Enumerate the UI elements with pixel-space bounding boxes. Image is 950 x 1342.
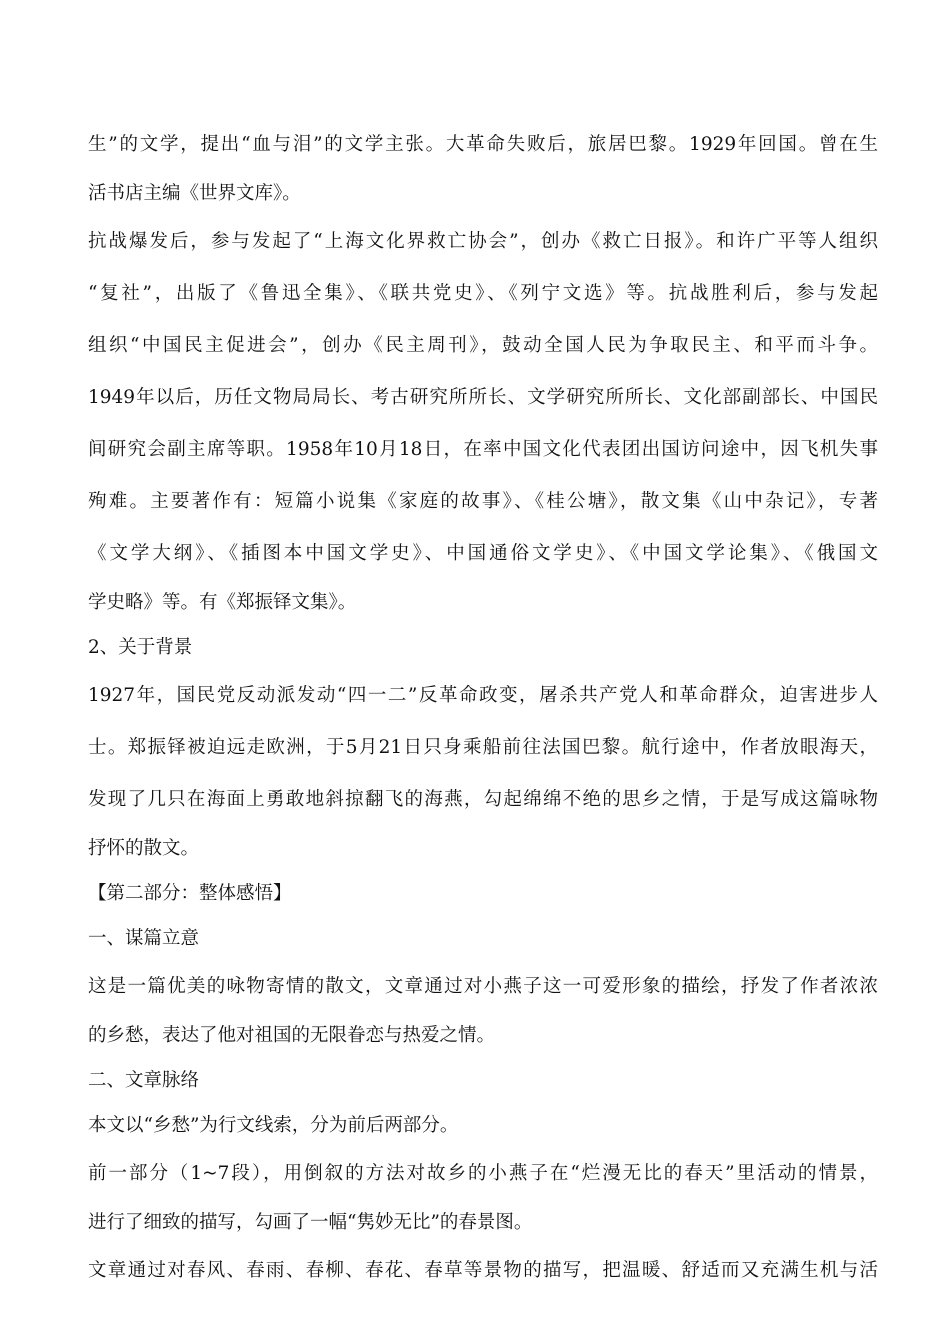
text-line: 间研究会副主席等职。1958年10月18日，在率中国文化代表团出国访问途中，因飞机失事	[88, 439, 878, 460]
part-heading: 【第二部分：整体感悟】	[88, 883, 292, 904]
text-line: 的乡愁，表达了他对祖国的无限眷恋与热爱之情。	[88, 1025, 496, 1046]
section-heading: 2、关于背景	[88, 637, 193, 658]
text-line: 前一部分（1~7段），用倒叙的方法对故乡的小燕子在“烂漫无比的春天”里活动的情景，	[88, 1163, 878, 1184]
text-line: 生”的文学，提出“血与泪”的文学主张。大革命失败后，旅居巴黎。1929年回国。曾在生	[88, 134, 878, 155]
text-line: 学史略》等。有《郑振铎文集》。	[88, 592, 357, 613]
text-line: 活书店主编《世界文库》。	[88, 183, 301, 204]
text-line: 《文学大纲》、《插图本中国文学史》、中国通俗文学史》、《中国文学论集》、《俄国文	[88, 543, 878, 564]
text-line: 进行了细致的描写，勾画了一幅“隽妙无比”的春景图。	[88, 1212, 533, 1233]
text-line: 这是一篇优美的咏物寄情的散文，文章通过对小燕子这一可爱形象的描绘，抒发了作者浓浓	[88, 976, 878, 997]
text-line: 1949年以后，历任文物局局长、考古研究所所长、文学研究所所长、文化部副部长、中国民	[88, 387, 878, 408]
text-line: 发现了几只在海面上勇敢地斜掠翻飞的海燕，勾起绵绵不绝的思乡之情，于是写成这篇咏物	[88, 789, 878, 810]
text-line: 抒怀的散文。	[88, 838, 200, 859]
text-line: 文章通过对春风、春雨、春柳、春花、春草等景物的描写，把温暖、舒适而又充满生机与活	[88, 1260, 878, 1281]
document-page	[88, 119, 878, 1297]
section-heading: 二、文章脉络	[88, 1070, 200, 1091]
text-line: “复社”，出版了《鲁迅全集》、《联共党史》、《列宁文选》等。抗战胜利后，参与发起	[88, 283, 878, 304]
text-line: 士。郑振铎被迫远走欧洲，于5月21日只身乘船前往法国巴黎。航行途中，作者放眼海天，	[88, 737, 878, 758]
section-heading: 一、谋篇立意	[88, 928, 200, 949]
text-line: 本文以“乡愁”为行文线索，分为前后两部分。	[88, 1115, 459, 1136]
text-line: 组织“中国民主促进会”，创办《民主周刊》，鼓动全国人民为争取民主、和平而斗争。	[88, 335, 878, 356]
text-line: 殉难。主要著作有：短篇小说集《家庭的故事》、《桂公塘》，散文集《山中杂记》，专著	[88, 491, 878, 512]
text-line: 抗战爆发后，参与发起了“上海文化界救亡协会”，创办《救亡日报》。和许广平等人组织	[88, 231, 878, 252]
text-line: 1927年，国民党反动派发动“四一二”反革命政变，屠杀共产党人和革命群众，迫害进步人	[88, 685, 878, 706]
